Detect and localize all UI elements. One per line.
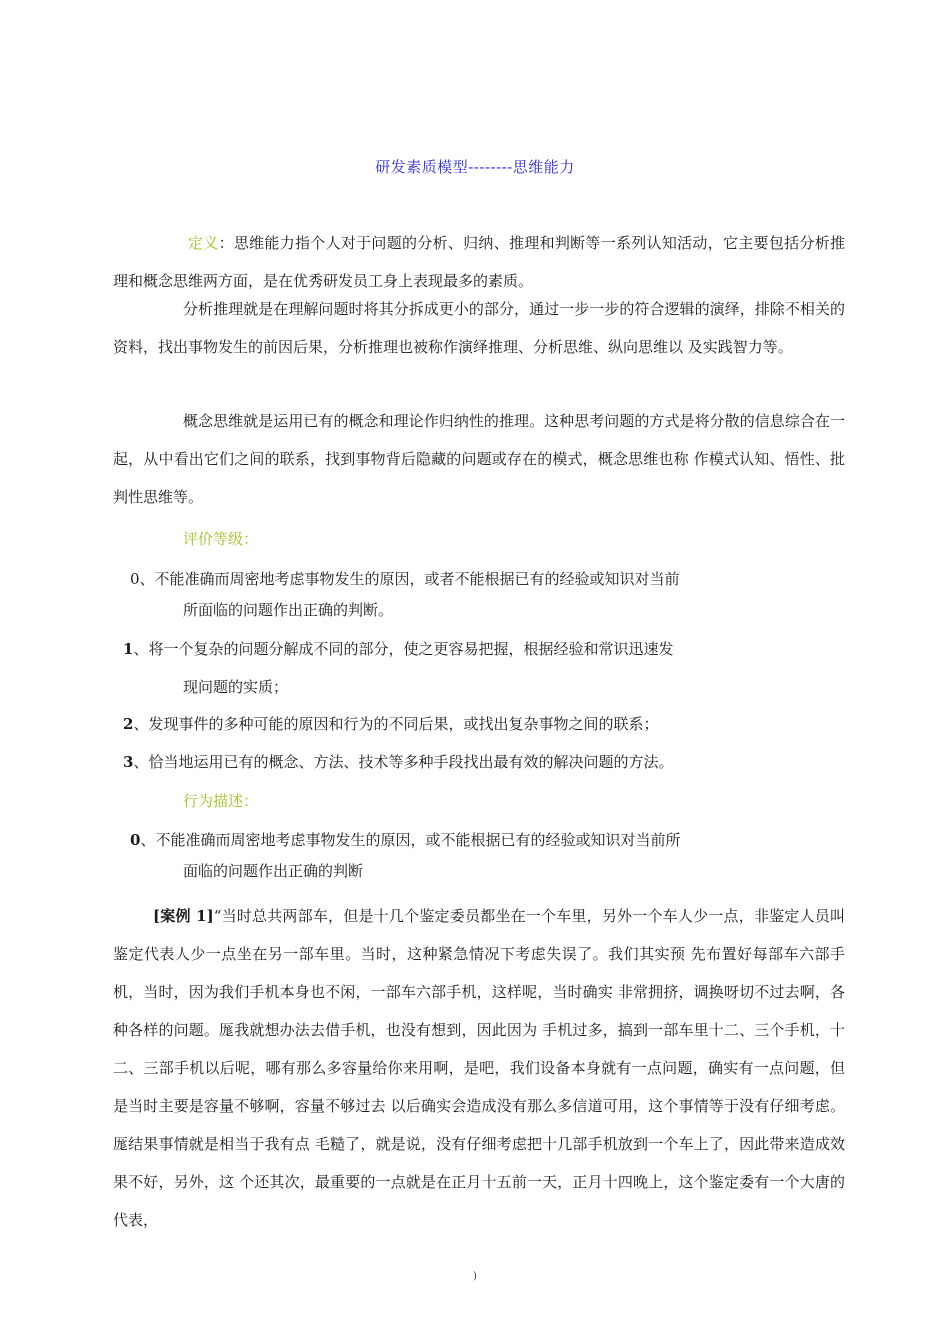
behavior-heading: 行为描述： [183,792,259,810]
behavior-item-0-cont: 面临的问题作出正确的判断 [183,862,364,880]
rating-item-text: 、不能准确而周密地考虑事物发生的原因，或者不能根据已有的经验或知识对当前 [139,570,680,588]
rating-item-0-cont: 所面临的问题作出正确的判断。 [183,601,394,619]
rating-item-1-cont: 现问题的实质； [183,678,289,696]
case-text: “当时总共两部车，但是十几个鉴定委员都坐在一个车里，另外一个车人少一点，非鉴定人员叫鉴定代表人少一点坐在另一部车里。当时，这种紧急情况下考虑失误了。我们其实预 先布置好每部车六部手机，当时，因为我们手机本身也不闲，一部车六部手机，这样呢，当时确实 非常拥挤，调换呀切不过去啊，各种各样的问题。厖我就想办法去借手机，也没有想到，因此因为 手机过多，搞到一部车里十二、三个手机，十二、三部手机以后呢，哪有那么多容量给你来用啊，是吧，我们设备本身就有一点问题，确实有一点问题，但是当时主要是容量不够啊，容量不够过去 以后确实会造成没有那么多信道可用，这个事情等于没有仔细考虑。厖结果事情就是相当于我有点 毛糙了，就是说，没有仔细考虑把十几部手机放到一个车上了，因此带来造成效果不好，另外，这 个还其次，最重要的一点就是在正月十五前一天，正月十四晚上，这个鉴定委有一个大唐的代表， [113,907,845,1229]
rating-item-number: 3 [123,753,134,771]
page-footer: ) [473,1271,477,1282]
case-paragraph [113,897,845,1239]
definition-label: 定义 [188,234,219,252]
case-label: [案例 1] [153,907,214,925]
rating-item-3 [123,750,673,774]
rating-item-text: 、恰当地运用已有的概念、方法、技术等多种手段找出最有效的解决问题的方法。 [133,753,674,771]
behavior-item-0 [130,828,680,852]
rating-item-text: 、将一个复杂的问题分解成不同的部分，使之更容易把握，根据经验和常识迅速发 [133,640,674,658]
rating-item-2 [123,712,658,736]
rating-item-1 [123,637,673,661]
rating-item-number: 1 [123,640,134,658]
rating-item-number: 2 [123,715,134,733]
behavior-item-text: 、不能准确而周密地考虑事物发生的原因，或不能根据已有的经验或知识对当前所 [140,831,681,849]
behavior-item-number: 0 [130,831,141,849]
page-title: 研发素质模型--------思维能力 [375,158,575,176]
rating-item-number: 0 [130,570,140,588]
rating-heading: 评价等级： [183,530,259,548]
definition-text: ：思维能力指个人对于问题的分析、归纳、推理和判断等一系列认知活动，它主要包括分析推理和概念思维两方面，是在优秀研发员工身上表现最多的素质。 [113,234,845,290]
rating-item-text: 、发现事件的多种可能的原因和行为的不同后果，或找出复杂事物之间的联系； [133,715,659,733]
analysis-paragraph: 分析推理就是在理解问题时将其分拆成更小的部分，通过一步一步的符合逻辑的演绎，排除不相关的资料，找出事物发生的前因后果，分析推理也被称作演绎推理、分析思维、纵向思维以 及实践智力等。 [113,300,845,356]
rating-item-0 [130,567,680,591]
definition-paragraph [113,224,845,300]
concept-paragraph: 概念思维就是运用已有的概念和理论作归纳性的推理。这种思考问题的方式是将分散的信息综合在一起，从中看出它们之间的联系，找到事物背后隐藏的问题或存在的模式，概念思维也称 作模式认知、悟性、批判性思维等。 [113,412,845,506]
